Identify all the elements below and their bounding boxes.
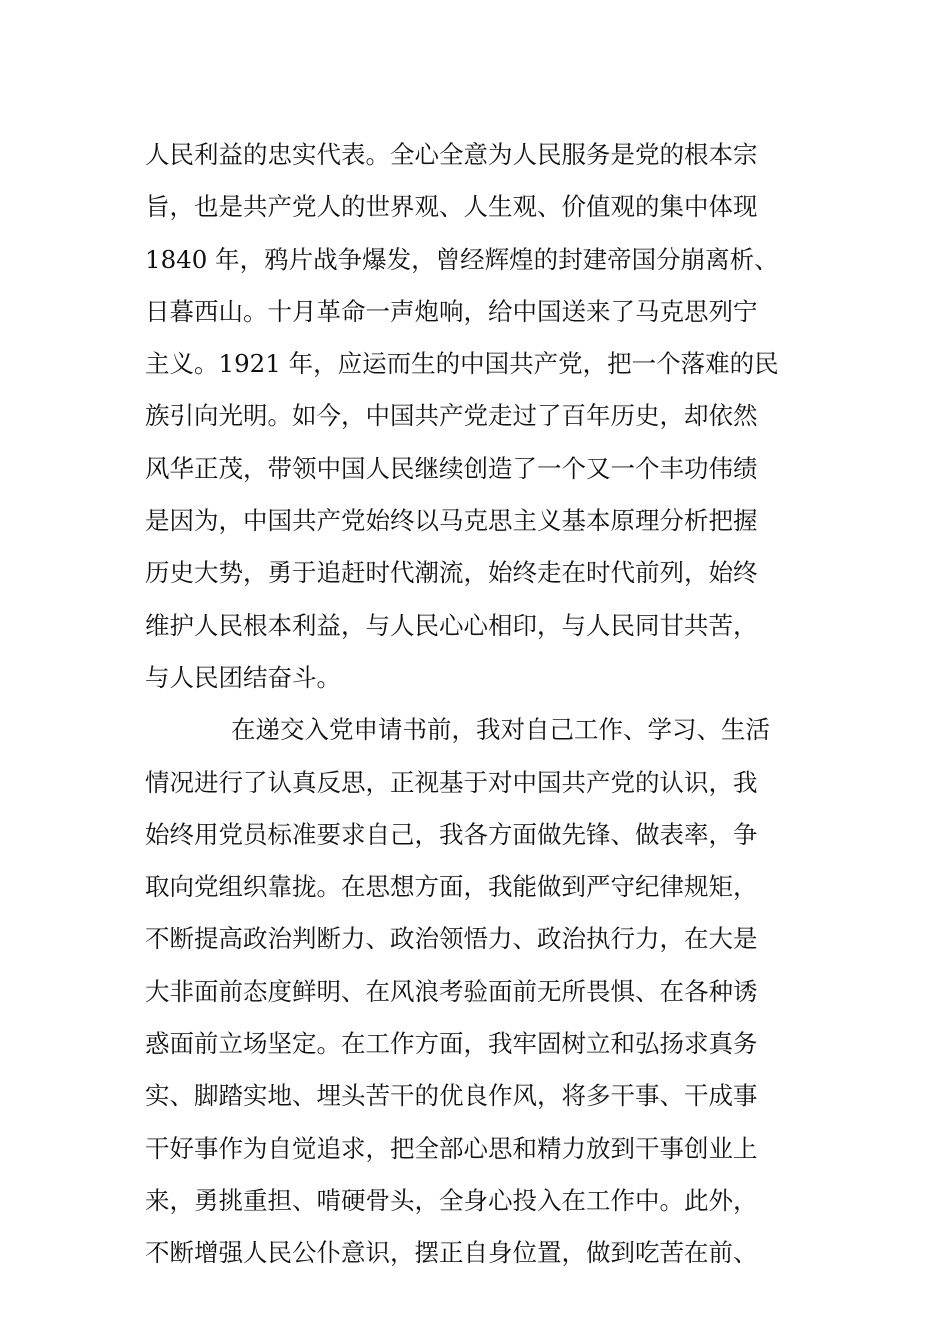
text-line: 历史大势，勇于追赶时代潮流，始终走在时代前列，始终 — [145, 558, 758, 588]
text-line: 惑面前立场坚定。在工作方面，我牢固树立和弘扬求真务 — [145, 1029, 758, 1059]
paragraph-first-line: 在递交入党申请书前，我对自己工作、学习、生活 — [231, 715, 770, 745]
document-body — [145, 129, 815, 1280]
text-line: 是因为，中国共产党始终以马克思主义基本原理分析把握 — [145, 506, 758, 536]
text-line: 始终用党员标准要求自己，我各方面做先锋、做表率，争 — [145, 819, 758, 849]
text-line: 来，勇挑重担、啃硬骨头，全身心投入在工作中。此外， — [145, 1185, 758, 1215]
text-line: 实、脚踏实地、埋头苦干的优良作风，将多干事、干成事 — [145, 1081, 758, 1111]
text-line: 干好事作为自觉追求，把全部心思和精力放到干事创业上 — [145, 1133, 758, 1163]
text-line: 人民利益的忠实代表。全心全意为人民服务是党的根本宗 — [145, 140, 758, 169]
text-line: 不断增强人民公仆意识，摆正自身位置，做到吃苦在前、 — [145, 1238, 758, 1268]
text-line: 维护人民根本利益，与人民心心相印，与人民同甘共苦， — [145, 610, 758, 640]
text-line: 族引向光明。如今，中国共产党走过了百年历史，却依然 — [145, 401, 758, 431]
text-line: 旨，也是共产党人的世界观、人生观、价值观的集中体现 — [145, 192, 758, 222]
text-line: 主义。1921 年，应运而生的中国共产党，把一个落难的民 — [145, 349, 779, 379]
text-line: 与人民团结奋斗。 — [145, 662, 341, 692]
text-line: 日暮西山。十月革命一声炮响，给中国送来了马克思列宁 — [145, 296, 758, 326]
text-line: 大非面前态度鲜明、在风浪考验面前无所畏惧、在各种诱 — [145, 976, 758, 1006]
text-line: 情况进行了认真反思，正视基于对中国共产党的认识，我 — [145, 767, 758, 797]
text-line: 取向党组织靠拢。在思想方面，我能做到严守纪律规矩， — [145, 872, 758, 902]
text-line: 风华正茂，带领中国人民继续创造了一个又一个丰功伟绩 — [145, 453, 758, 483]
text-line: 1840 年，鸦片战争爆发，曾经辉煌的封建帝国分崩离析、 — [145, 244, 779, 274]
text-line: 不断提高政治判断力、政治领悟力、政治执行力，在大是 — [145, 924, 758, 954]
